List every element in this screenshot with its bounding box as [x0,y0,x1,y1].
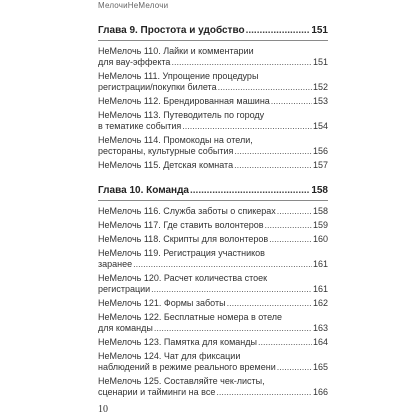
toc-entry[interactable] [98,220,328,231]
entry-title-line: рестораны, культурные события [98,146,234,156]
entry-page-number: 153 [312,96,328,106]
toc-entry[interactable] [98,96,328,107]
entry-title-line: НеМелочь 117. Где ставить волонтеров [98,220,264,230]
dot-leader [133,259,312,270]
chapter-heading[interactable] [98,184,328,198]
toc-entry[interactable] [98,110,328,132]
entry-title-line: НеМелочь 122. Бесплатные номера в отеле [98,312,283,322]
entry-title-line: НеМелочь 120. Расчет количества стоек [98,273,268,283]
dot-leader [182,121,312,132]
entry-title-line: НеМелочь 116. Служба заботы о спикерах [98,206,276,216]
entry-page-number: 166 [312,387,328,397]
entry-page-number: 159 [312,220,328,230]
entry-page-number: 152 [312,82,328,92]
entry-title-line: в тематике события [98,121,182,131]
entry-page-number: 165 [312,362,328,372]
dot-leader [234,146,312,157]
entry-title-line: регистрации [98,284,151,294]
entry-title-line: НеМелочь 114. Промокоды на отели, [98,135,253,145]
dot-leader [269,234,312,245]
entry-title-line: НеМелочь 125. Составляйте чек-листы, [98,376,265,386]
dot-leader [151,284,312,295]
toc-entry[interactable] [98,337,328,348]
entry-page-number: 161 [312,284,328,294]
chapter-page-number: 151 [311,25,328,36]
entry-page-number: 161 [312,259,328,269]
entry-title-line: НеМелочь 123. Памятка для команды [98,337,257,347]
toc-entry[interactable] [98,351,328,373]
entry-title-line: для команды [98,323,153,333]
toc-entry[interactable] [98,71,328,93]
table-of-contents [98,24,328,398]
dot-leader [216,387,312,398]
entry-title-line: НеМелочь 113. Путеводитель по городу [98,110,265,120]
toc-entry[interactable] [98,298,328,309]
entry-page-number: 151 [312,57,328,67]
toc-entry[interactable] [98,206,328,217]
entry-title-line: НеМелочь 115. Детская комната [98,160,234,170]
dot-leader [258,337,312,348]
dot-leader [246,24,311,38]
entry-title-line: НеМелочь 111. Упрощение процедуры [98,71,259,81]
toc-entry[interactable] [98,273,328,295]
chapter-rule [98,40,328,41]
chapter-title: Глава 9. Простота и удобство [98,25,245,36]
entry-title-line: НеМелочь 110. Лайки и комментарии [98,46,254,56]
entry-title-line: наблюдений в режиме реального времени [98,362,276,372]
dot-leader [271,96,312,107]
entry-title-line: НеМелочь 112. Брендированная машина [98,96,270,106]
entry-page-number: 156 [312,146,328,156]
toc-entry[interactable] [98,376,328,398]
toc-entry[interactable] [98,234,328,245]
toc-entry[interactable] [98,312,328,334]
entry-title-line: сценарии и тайминги на все [98,387,216,397]
dot-leader [171,57,312,68]
entry-title-line: НеМелочь 121. Формы заботы [98,298,226,308]
dot-leader [277,206,312,217]
entry-title-line: регистрации/покупки билета [98,82,217,92]
chapter-heading[interactable] [98,24,328,38]
dot-leader [190,184,310,198]
entry-page-number: 160 [312,234,328,244]
chapter-rule [98,200,328,201]
entry-page-number: 162 [312,298,328,308]
dot-leader [154,323,312,334]
page-number: 10 [98,404,108,415]
entry-title-line: НеМелочь 119. Регистрация участников [98,248,265,258]
dot-leader [265,220,312,231]
chapter-title: Глава 10. Команда [98,185,189,196]
toc-entry[interactable] [98,135,328,157]
entry-title-line: для вау-эффекта [98,57,171,67]
toc-entry[interactable] [98,160,328,171]
entry-page-number: 163 [312,323,328,333]
entry-title-line: НеМелочь 124. Чат для фиксации [98,351,241,361]
dot-leader [227,298,312,309]
dot-leader [234,160,312,171]
dot-leader [218,82,312,93]
entry-page-number: 164 [312,337,328,347]
entry-page-number: 157 [312,160,328,170]
chapter-page-number: 158 [311,185,328,196]
dot-leader [277,362,312,373]
running-head: МелочиНеМелочи [98,1,169,10]
entry-title-line: заранее [98,259,133,269]
entry-title-line: НеМелочь 118. Скрипты для волонтеров [98,234,269,244]
toc-entry[interactable] [98,248,328,270]
toc-entry[interactable] [98,46,328,68]
entry-page-number: 158 [312,206,328,216]
entry-page-number: 154 [312,121,328,131]
